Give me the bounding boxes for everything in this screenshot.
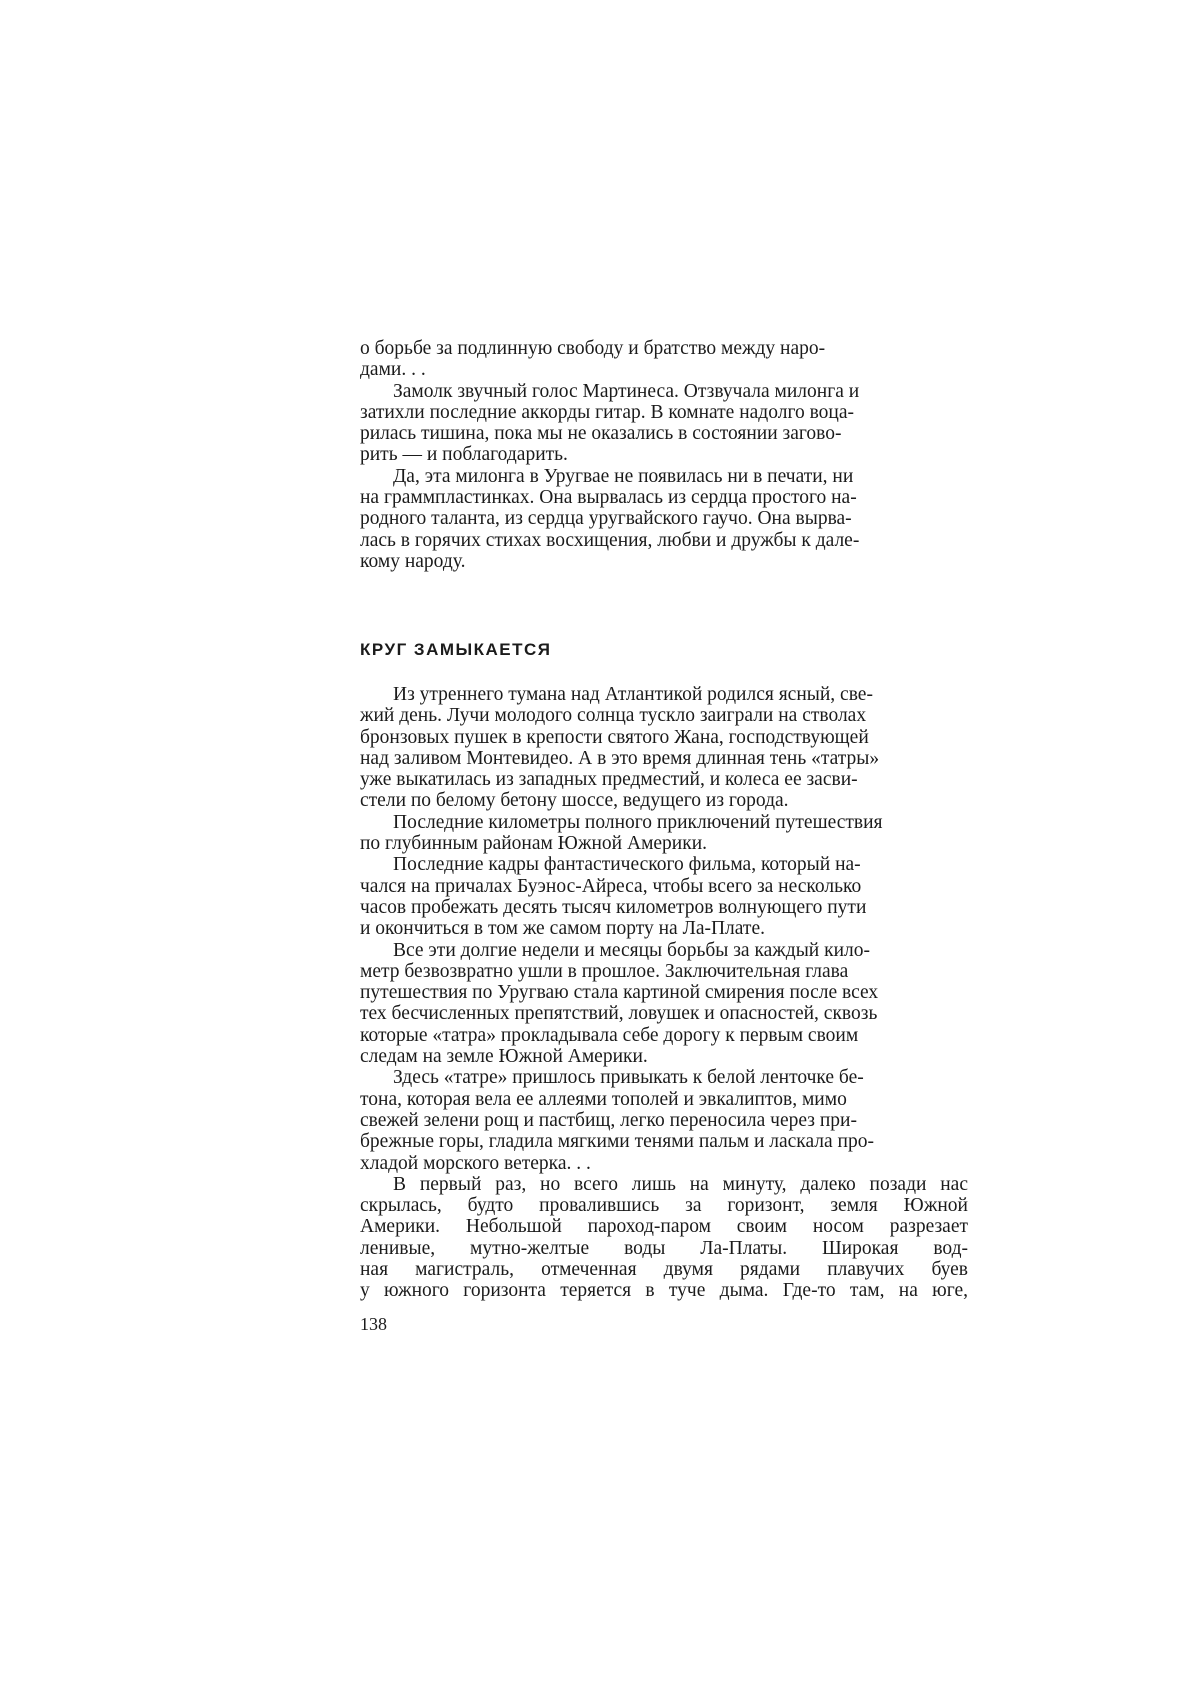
paragraph-last-frames [360, 854, 968, 939]
text-line: метр безвозвратно ушли в прошлое. Заключительная глава [360, 960, 849, 982]
section-heading: КРУГ ЗАМЫКАЕТСЯ [360, 640, 552, 659]
text-line: В первый раз, но всего лишь на минуту, далеко позади нас [393, 1173, 968, 1195]
paragraph-concrete-ribbon [360, 1067, 968, 1173]
text-line: на граммпластинках. Она вырвалась из сердца простого на- [360, 487, 857, 509]
text-line: Замолк звучный голос Мартинеса. Отзвучала милонга и [393, 380, 860, 402]
text-line: чался на причалах Буэнос-Айреса, чтобы всего за несколько [360, 875, 862, 897]
text-line: Последние километры полного приключений путешествия [393, 811, 883, 833]
text-line: рилась тишина, пока мы не оказались в состоянии загово- [360, 423, 842, 445]
text-line: Америки. Небольшой пароход-паром своим носом разрезает [360, 1216, 968, 1238]
text-line: следам на земле Южной Америки. [360, 1046, 648, 1068]
continuation-text-block [360, 338, 968, 572]
text-line: рить — и поблагодарить. [360, 444, 568, 466]
text-line: брежные горы, гладила мягкими тенями пальм и ласкала про- [360, 1131, 874, 1153]
text-line: о борьбе за подлинную свободу и братство между наро- [360, 338, 826, 359]
text-line: уже выкатилась из западных предместий, и колеса ее засви- [360, 769, 858, 791]
text-line: бронзовых пушек в крепости святого Жана, господствующей [360, 726, 869, 748]
text-line: над заливом Монтевидео. А в это время длинная тень «татры» [360, 747, 880, 769]
text-line: Да, эта милонга в Уругвае не появилась ни в печати, ни [393, 465, 854, 487]
text-line: Все эти долгие недели и месяцы борьбы за каждый кило- [393, 939, 870, 961]
text-line: тех бесчисленных препятствий, ловушек и опасностей, сквозь [360, 1003, 878, 1025]
paragraph-martinez-silence [360, 381, 968, 466]
text-line: кому народу. [360, 550, 466, 572]
paragraph-continuation [360, 338, 968, 381]
main-text-block [360, 684, 968, 1302]
paragraph-weeks-of-struggle [360, 940, 968, 1068]
text-line: хладой морского ветерка. . . [360, 1152, 591, 1174]
text-line: скрылась, будто провалившись за горизонт, земля Южной [360, 1195, 968, 1217]
text-line: Последние кадры фантастического фильма, который на- [393, 854, 861, 876]
text-line: Из утреннего тумана над Атлантикой родился ясный, све- [393, 684, 873, 705]
text-line: путешествия по Уругваю стала картиной смирения после всех [360, 982, 879, 1004]
text-line: Здесь «татре» пришлось привыкать к белой ленточке бе- [393, 1067, 864, 1089]
paragraph-morning-montevideo [360, 684, 968, 812]
text-line: часов пробежать десять тысяч километров волнующего пути [360, 896, 867, 918]
text-line: ная магистраль, отмеченная двумя рядами плавучих буев [360, 1259, 968, 1281]
text-line: затихли последние аккорды гитар. В комнате надолго воца- [360, 401, 854, 423]
text-line: тона, которая вела ее аллеями тополей и эвкалиптов, мимо [360, 1088, 847, 1110]
text-line: свежей зелени рощ и пастбищ, легко переносила через при- [360, 1109, 857, 1131]
text-line: которые «татра» прокладывала себе дорогу к первым своим [360, 1024, 859, 1046]
text-line: ленивые, мутно-желтые воды Ла-Платы. Широкая вод- [360, 1237, 968, 1259]
paragraph-last-kilometers [360, 812, 968, 855]
text-line: и окончиться в том же самом порту на Ла-Плате. [360, 918, 765, 940]
text-line: жий день. Лучи молодого солнца тускло заиграли на стволах [360, 705, 867, 727]
text-line: родного таланта, из сердца уругвайского гаучо. Она вырва- [360, 508, 852, 530]
text-line: у южного горизонта теряется в туче дыма. Где-то там, на юге, [360, 1280, 968, 1302]
text-line: по глубинным районам Южной Америки. [360, 833, 708, 855]
text-line: лась в горячих стихах восхищения, любви и дружбы к дале- [360, 529, 860, 551]
text-line: дами. . . [360, 359, 426, 381]
paragraph-ferry-crossing [360, 1174, 968, 1302]
page-number: 138 [360, 1314, 387, 1334]
paragraph-milonga-origin [360, 466, 968, 572]
text-line: стели по белому бетону шоссе, ведущего из города. [360, 790, 789, 812]
